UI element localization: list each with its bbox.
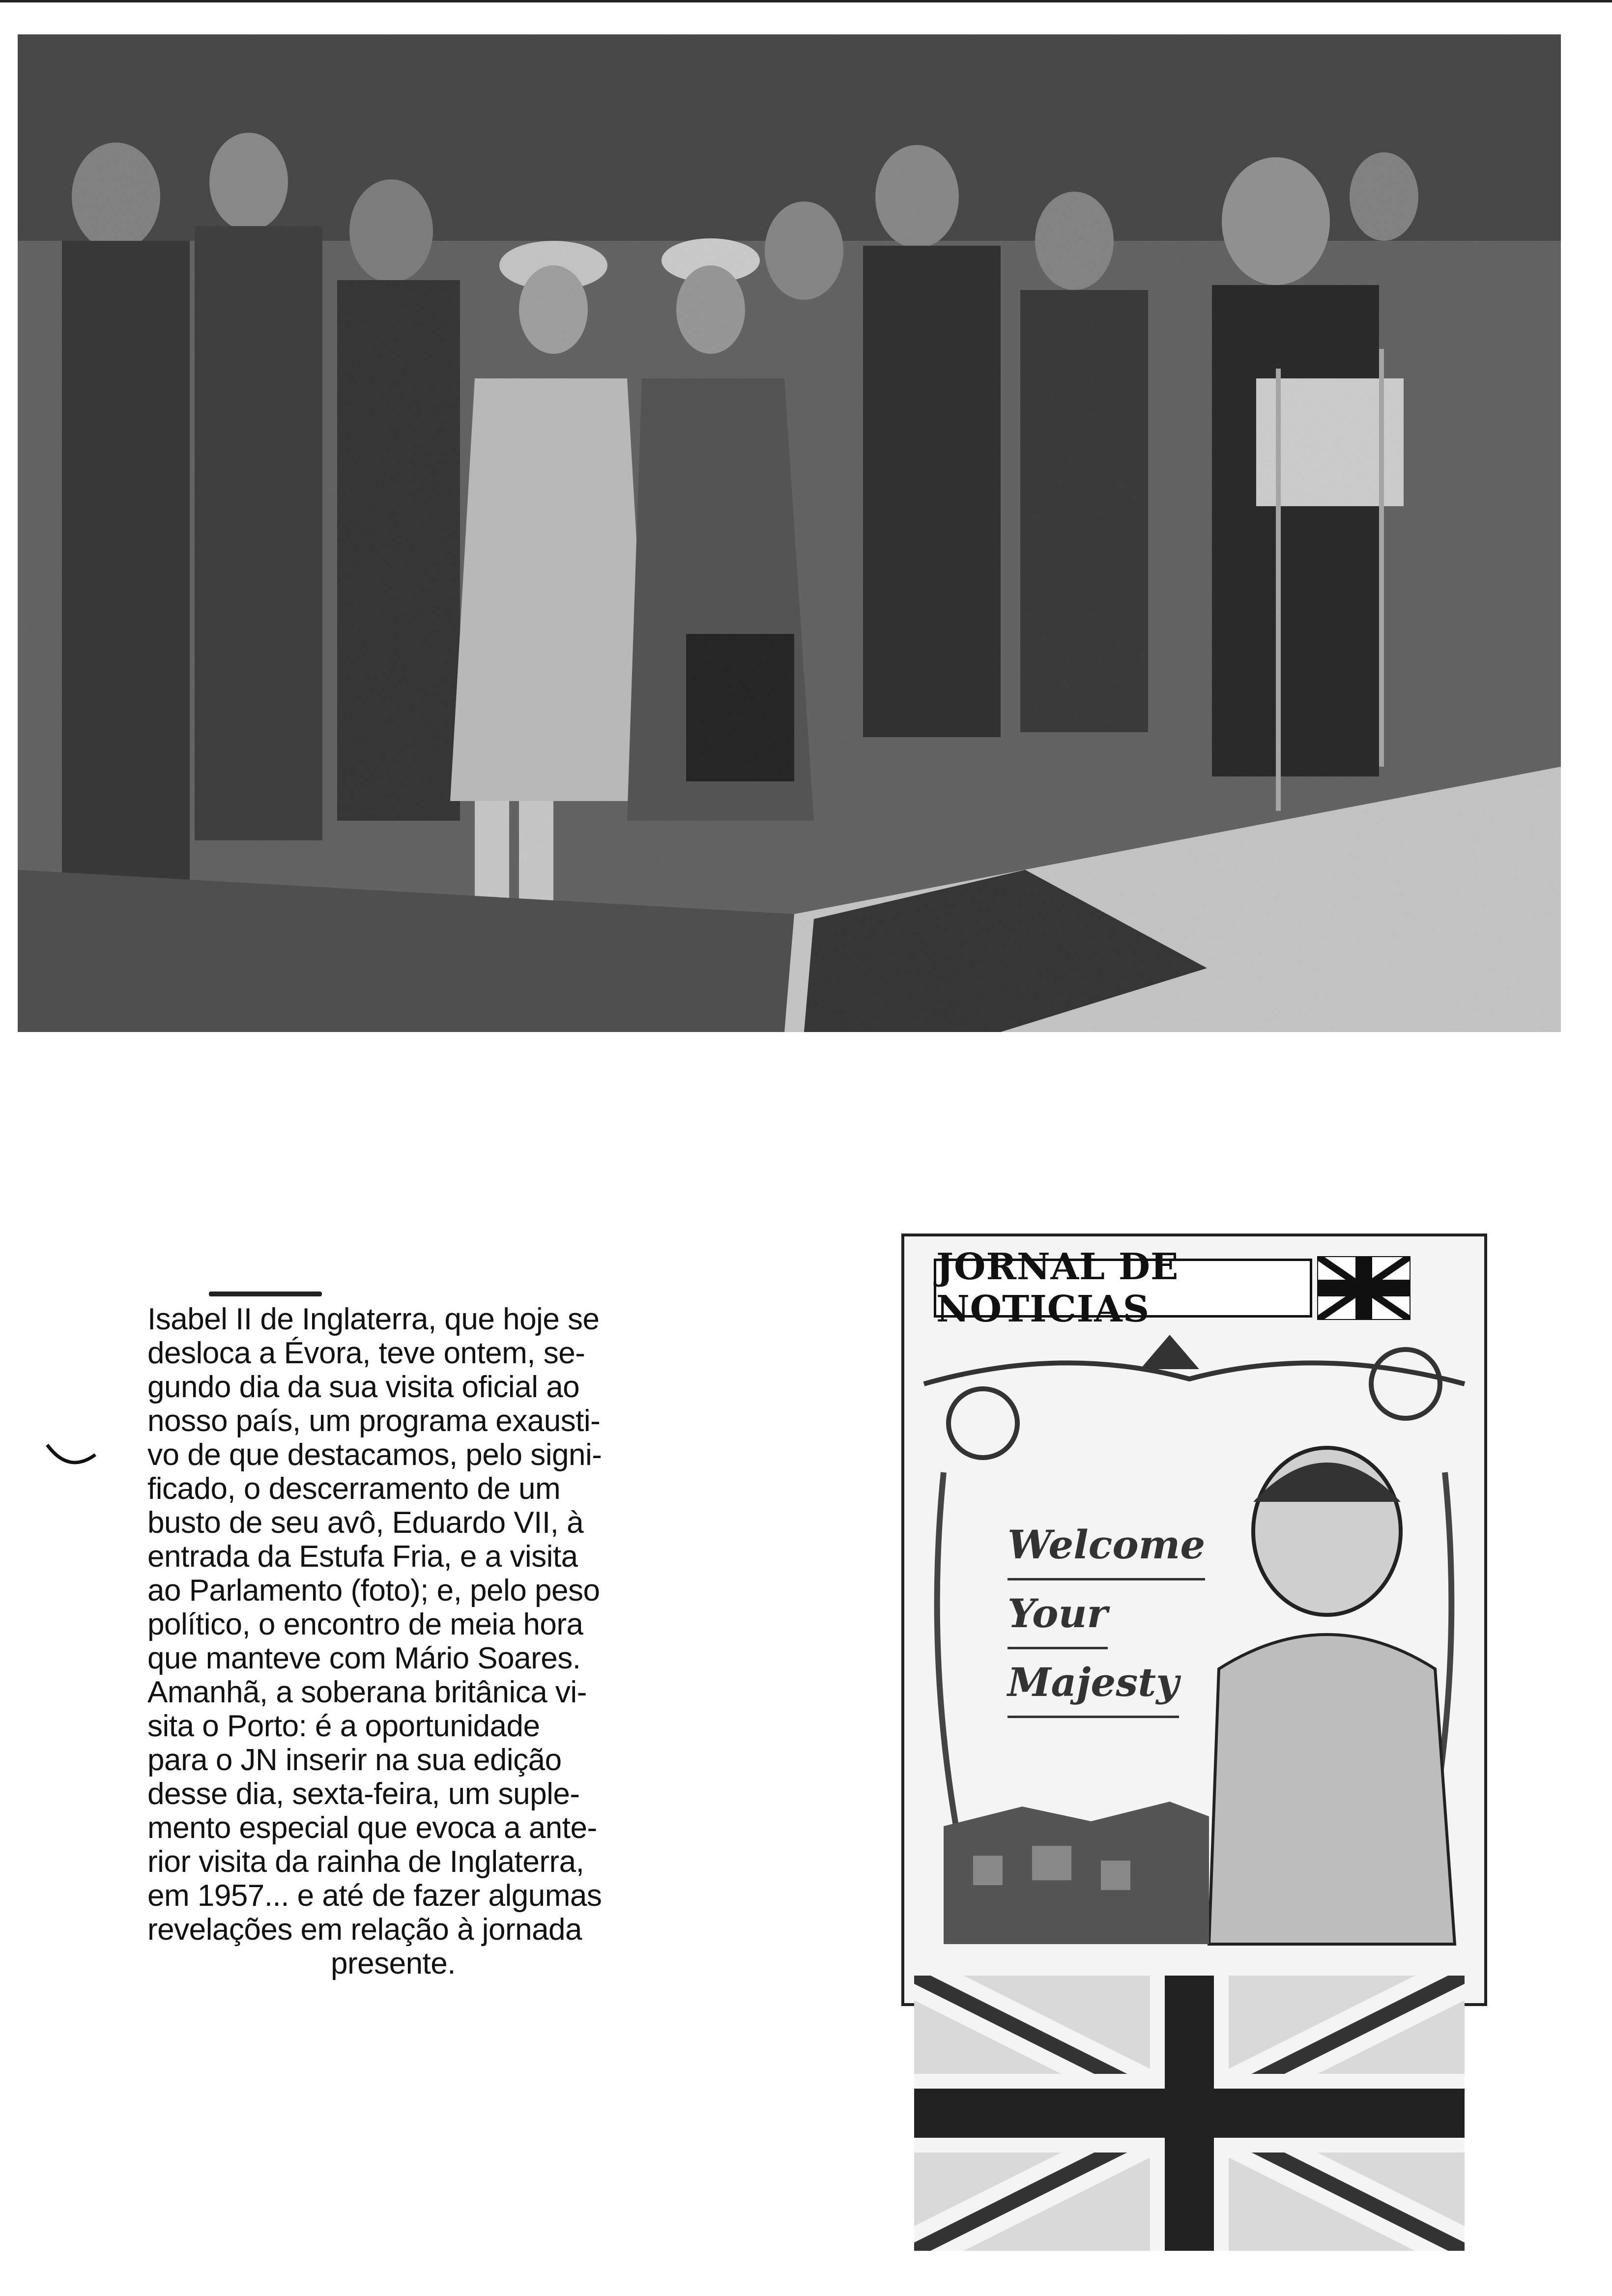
caption-line: mento especial que evoca a ante- [147,1811,597,1845]
newspaper-clipping [894,1219,1494,2266]
caption-line: que manteve com Mário Soares. [147,1641,581,1675]
newspaper-front-page [901,1234,1487,2006]
caption-line: gundo dia da sua visita oficial ao [147,1370,580,1404]
caption-line: Isabel II de Inglaterra, que hoje se [147,1302,600,1336]
caption-line: para o JN inserir na sua edição [147,1743,562,1777]
welcome-line: Majesty [1008,1649,1179,1718]
welcome-line: Welcome [1008,1512,1205,1580]
caption-line: entrada da Estufa Fria, e a visita [147,1540,578,1574]
union-jack-flag-icon [914,1976,1465,2251]
caption-line: ao Parlamento (foto); e, pelo peso [147,1574,600,1607]
top-rule [0,0,1612,2]
caption-line: busto de seu avô, Eduardo VII, à [147,1506,584,1540]
caption-line: desse dia, sexta-feira, um suple- [147,1777,580,1811]
welcome-banner [1008,1512,1234,1718]
caption-line: Amanhã, a soberana britânica vi- [147,1675,587,1709]
caption-line: em 1957... e até de fazer algumas [147,1879,602,1913]
caption-rule [209,1292,322,1296]
press-photo-illustration [18,34,1561,1032]
caption-line: sita o Porto: é a oportunidade [147,1709,540,1743]
union-jack-small-icon [1317,1256,1410,1320]
caption-line: presente. [330,1947,456,1980]
caption-line: político, o encontro de meia hora [147,1607,583,1641]
newspaper-masthead: JORNAL DE NOTICIAS [934,1259,1312,1318]
caption-line: rior visita da rainha de Inglaterra, [147,1845,584,1879]
caption-line: nosso país, um programa exausti- [147,1404,601,1438]
margin-mark [44,1440,98,1474]
photo-caption [147,1302,639,1980]
welcome-line: Your [1008,1580,1108,1649]
caption-line: vo de que destacamos, pelo signi- [147,1438,602,1472]
caption-line: desloca a Évora, teve ontem, se- [147,1336,585,1370]
caption-line: revelações em relação à jornada [147,1913,582,1947]
press-photo [18,34,1561,1032]
caption-line: ficado, o descerramento de um [147,1472,561,1506]
